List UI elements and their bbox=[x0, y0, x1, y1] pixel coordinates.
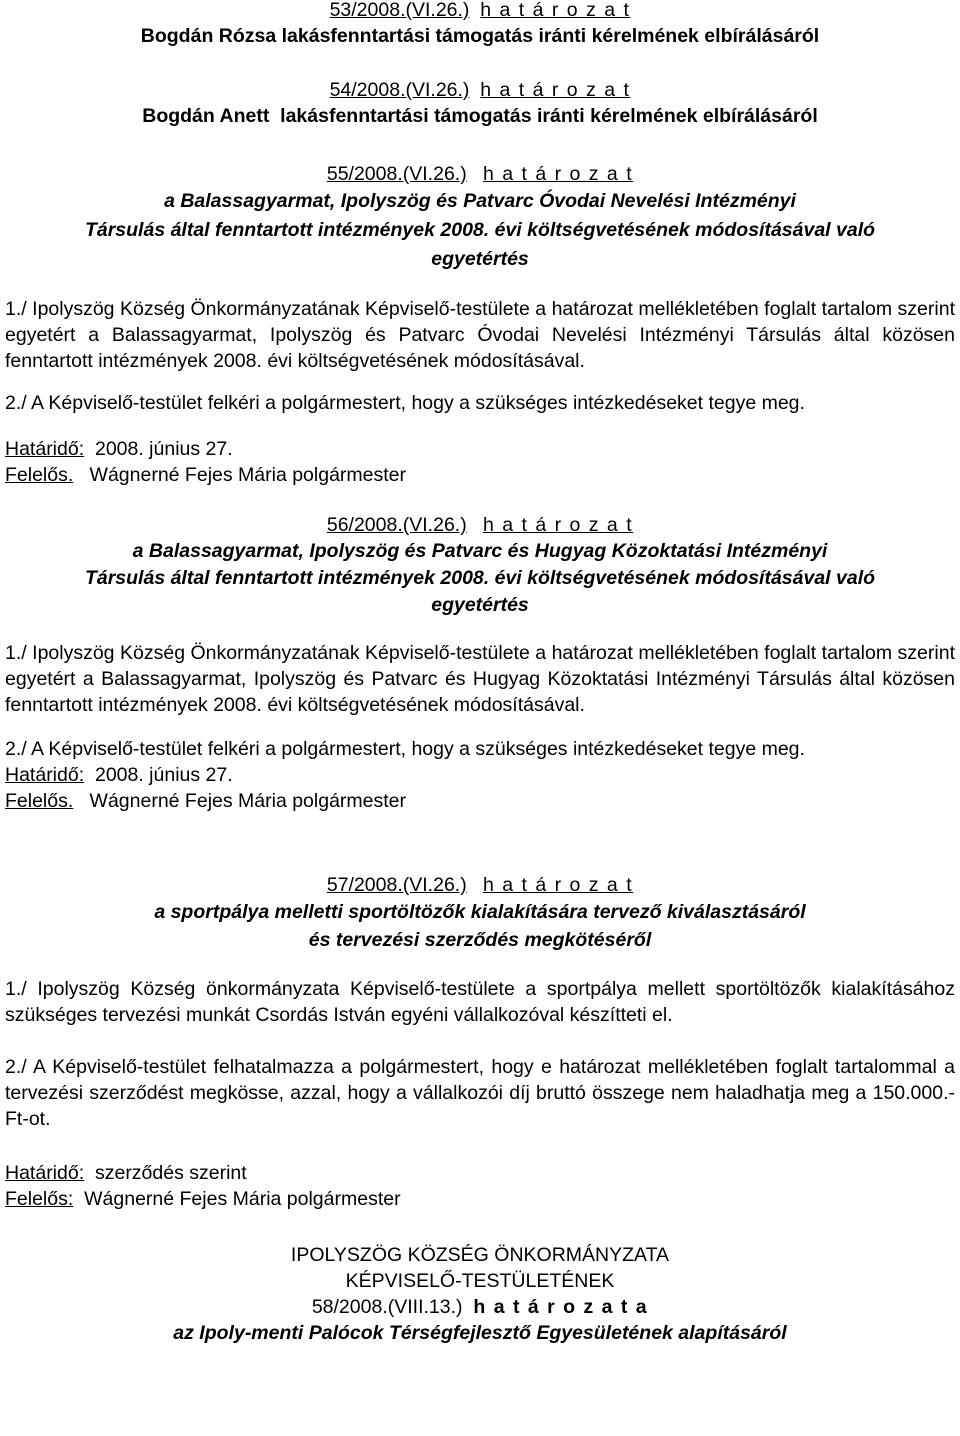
resolution-number: 53/2008.(VI.26.) bbox=[329, 0, 470, 21]
resolution-number: 57/2008.(VI.26.) bbox=[326, 874, 467, 896]
resolution-57-heading bbox=[5, 872, 955, 898]
title-line: a Balassagyarmat, Ipolyszög és Patvarc Óvodai Nevelési Intézményi bbox=[164, 190, 796, 212]
resolution-57-point-1: 1./ Ipolyszög Község önkormányzata Képviselő-testülete a sportpálya mellett sportöltözők kialakításához szükséges tervezési munkát Csordás István egyéni vállalkozóval készítteti el. bbox=[5, 978, 955, 1026]
footer-line-1: IPOLYSZÖG KÖZSÉG ÖNKORMÁNYZATA bbox=[290, 1244, 670, 1266]
title-line: egyetértés bbox=[431, 594, 529, 616]
resolution-56-responsible bbox=[5, 788, 955, 814]
resolution-keyword: h a t á r o z a t bbox=[482, 514, 634, 536]
resolution-57-title bbox=[5, 898, 955, 954]
resolution-57-deadline bbox=[5, 1160, 955, 1186]
responsible-label: Felelős: bbox=[5, 1188, 74, 1210]
resolution-55-heading bbox=[5, 161, 955, 187]
resolution-53-heading bbox=[5, 0, 955, 23]
responsible-value: Wágnerné Fejes Mária polgármester bbox=[89, 790, 407, 812]
resolution-56-title bbox=[5, 538, 955, 619]
resolution-55-title bbox=[5, 187, 955, 274]
resolution-55-responsible bbox=[5, 462, 955, 488]
resolution-55-point-2: 2./ A Képviselő-testület felkéri a polgármestert, hogy a szükséges intézkedéseket tegye meg. bbox=[5, 392, 805, 414]
resolution-56-point-2: 2./ A Képviselő-testület felkéri a polgármestert, hogy a szükséges intézkedéseket tegye meg. bbox=[5, 738, 805, 760]
resolution-number: 54/2008.(VI.26.) bbox=[329, 79, 470, 101]
resolution-57-responsible bbox=[5, 1186, 955, 1212]
title-line: a sportpálya melletti sportöltözők kialakítására tervező kiválasztásáról bbox=[154, 901, 806, 923]
resolution-keyword: h a t á r o z a t bbox=[482, 163, 634, 185]
resolution-54-title: Bogdán Anett lakásfenntartási támogatás iránti kérelmének elbírálásáról bbox=[142, 105, 818, 127]
title-line: Társulás által fenntartott intézmények 2008. évi költségvetésének módosításával való bbox=[84, 219, 876, 241]
resolution-58-title: az Ipoly-menti Palócok Térségfejlesztő Egyesületének alapításáról bbox=[173, 1322, 787, 1344]
resolution-keyword: h a t á r o z a t bbox=[480, 0, 631, 21]
title-line: és tervezési szerződés megkötéséről bbox=[308, 929, 652, 951]
resolution-55-point-1: 1./ Ipolyszög Község Önkormányzatának Képviselő-testülete a határozat mellékletében foglalt tartalom szerint egyetért a Balassagyarmat, Ipolyszög és Patvarc Óvodai Nevelési Intézményi Társulás által közösen fenntartott intézmények 2008. évi költségvetésének módosításával. bbox=[5, 298, 955, 372]
resolution-56-deadline bbox=[5, 762, 955, 788]
title-line: Társulás által fenntartott intézmények 2008. évi költségvetésének módosításával való bbox=[84, 567, 876, 589]
footer-line-2: KÉPVISELŐ-TESTÜLETÉNEK bbox=[345, 1270, 615, 1292]
resolution-54-heading bbox=[5, 77, 955, 103]
resolution-56-point-1: 1./ Ipolyszög Község Önkormányzatának Képviselő-testülete a határozat mellékletében foglalt tartalom szerint egyetért a Balassagyarmat, Ipolyszög és Patvarc és Hugyag Közoktatási Intézményi Társulás által közösen fenntartott intézmények 2008. évi költségvetésének módosításával. bbox=[5, 642, 955, 716]
resolution-56-heading bbox=[5, 512, 955, 538]
resolution-53-title: Bogdán Rózsa lakásfenntartási támogatás iránti kérelmének elbírálásáról bbox=[140, 25, 820, 47]
responsible-value: Wágnerné Fejes Mária polgármester bbox=[89, 464, 407, 486]
title-line: egyetértés bbox=[431, 248, 529, 270]
resolution-number: 56/2008.(VI.26.) bbox=[326, 514, 467, 536]
deadline-value: szerződés szerint bbox=[94, 1162, 247, 1184]
deadline-label: Határidő: bbox=[5, 764, 85, 786]
deadline-label: Határidő: bbox=[5, 438, 85, 460]
deadline-label: Határidő: bbox=[5, 1162, 85, 1184]
responsible-label: Felelős. bbox=[5, 464, 74, 486]
resolution-55-deadline bbox=[5, 436, 955, 462]
title-line: a Balassagyarmat, Ipolyszög és Patvarc és Hugyag Közoktatási Intézményi bbox=[132, 540, 828, 562]
responsible-label: Felelős. bbox=[5, 790, 74, 812]
deadline-value: 2008. június 27. bbox=[94, 764, 233, 786]
responsible-value: Wágnerné Fejes Mária polgármester bbox=[84, 1188, 401, 1210]
document-page bbox=[5, 0, 955, 1346]
resolution-number: 58/2008.(VIII.13.) bbox=[311, 1296, 463, 1318]
resolution-keyword: h a t á r o z a t a bbox=[473, 1296, 649, 1318]
deadline-value: 2008. június 27. bbox=[94, 438, 233, 460]
resolution-keyword: h a t á r o z a t bbox=[480, 79, 631, 101]
resolution-57-point-2: 2./ A Képviselő-testület felhatalmazza a polgármestert, hogy e határozat mellékletében foglalt tartalommal a tervezési szerződést megkösse, azzal, hogy a vállalkozói díj bruttó összege nem haladhatja meg a 150.000.-Ft-ot. bbox=[5, 1056, 955, 1130]
resolution-keyword: h a t á r o z a t bbox=[482, 874, 634, 896]
resolution-number: 55/2008.(VI.26.) bbox=[326, 163, 467, 185]
resolution-58-heading bbox=[5, 1294, 955, 1320]
